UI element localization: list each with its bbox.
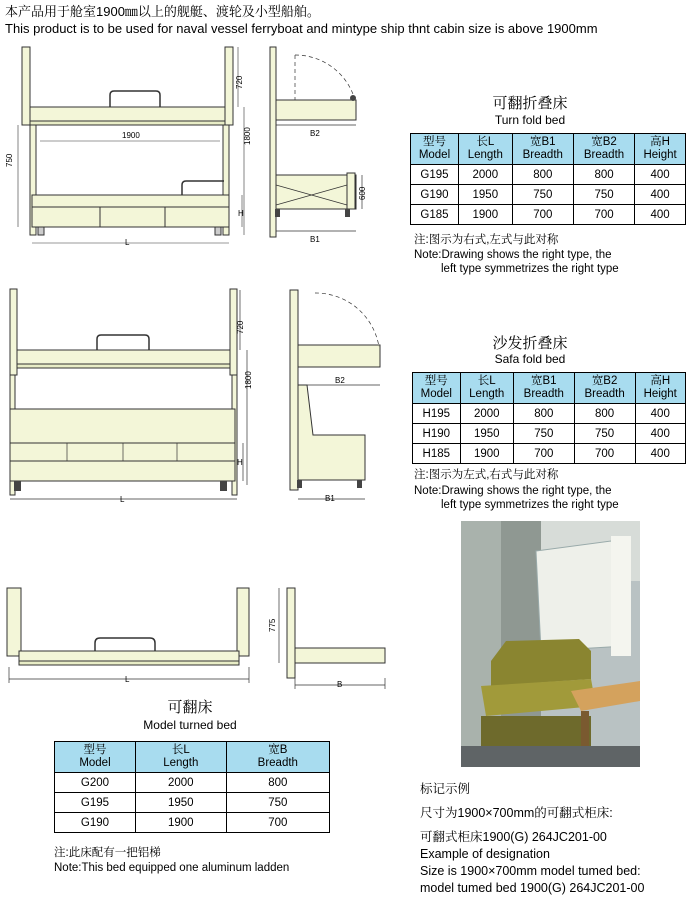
dim-775: 775 bbox=[268, 618, 277, 632]
column-header bbox=[226, 742, 329, 773]
column-header bbox=[413, 373, 461, 404]
table-header bbox=[55, 742, 330, 773]
table-cell: G200 bbox=[55, 773, 136, 793]
column-header-cn: 宽B1 bbox=[531, 375, 557, 387]
column-header bbox=[512, 134, 573, 165]
column-header-cn: 高H bbox=[650, 136, 670, 148]
dim-720-b: 720 bbox=[236, 320, 245, 334]
table-cell: 800 bbox=[512, 165, 573, 185]
turn-fold-title-cn: 可翻折叠床 bbox=[492, 95, 568, 112]
example-line-6: model tumed bed 1900(G) 264JC201-00 bbox=[420, 881, 645, 895]
table-cell: 1900 bbox=[460, 444, 513, 464]
column-header bbox=[55, 742, 136, 773]
sofa-fold-front-drawing bbox=[5, 285, 260, 510]
table-cell: 800 bbox=[226, 773, 329, 793]
column-header-cn: 型号 bbox=[422, 136, 446, 148]
table-cell: 400 bbox=[635, 404, 686, 424]
table-cell: 750 bbox=[574, 424, 635, 444]
column-header bbox=[574, 373, 635, 404]
sofa-fold-title-en: Safa fold bed bbox=[494, 352, 566, 366]
dim-l: L bbox=[125, 238, 130, 247]
column-header bbox=[135, 742, 226, 773]
table-cell: 400 bbox=[635, 165, 686, 185]
table-cell: 700 bbox=[513, 444, 574, 464]
column-header-en: Breadth bbox=[257, 757, 298, 769]
column-header-en: Height bbox=[643, 149, 677, 161]
column-header bbox=[460, 373, 513, 404]
table-cell: G190 bbox=[411, 185, 459, 205]
turn-fold-note-cn: 注:图示为右式,左式与此对称 bbox=[414, 234, 559, 246]
cabin-photo bbox=[461, 521, 640, 767]
sofa-fold-note-en-2: left type symmetrizes the right type bbox=[441, 499, 619, 511]
example-line-1: 标记示例 bbox=[420, 782, 471, 796]
table-cell: G185 bbox=[411, 205, 459, 225]
table-row bbox=[413, 444, 686, 464]
column-header-en: Breadth bbox=[583, 149, 625, 161]
column-header-cn: 宽B bbox=[268, 744, 288, 756]
turn-fold-title-en: Turn fold bed bbox=[494, 113, 566, 127]
column-header bbox=[573, 134, 634, 165]
table-cell: G195 bbox=[411, 165, 459, 185]
table-cell: 700 bbox=[574, 444, 635, 464]
column-header-cn: 长L bbox=[477, 375, 496, 387]
example-line-5: Size is 1900×700mm model tumed bed: bbox=[420, 864, 641, 878]
table-row bbox=[413, 404, 686, 424]
column-header-en: Breadth bbox=[522, 149, 563, 161]
table-cell: H195 bbox=[413, 404, 461, 424]
table-cell: 750 bbox=[512, 185, 573, 205]
sofa-fold-side-drawing bbox=[285, 285, 390, 510]
sofa-fold-note-cn: 注:图示为左式,右式与此对称 bbox=[414, 469, 559, 481]
table-row bbox=[413, 424, 686, 444]
table-cell: 700 bbox=[512, 205, 573, 225]
dim-l-c: L bbox=[125, 675, 130, 684]
column-header-cn: 宽B2 bbox=[591, 136, 617, 148]
turned-title-cn: 可翻床 bbox=[167, 699, 213, 716]
column-header-en: Model bbox=[79, 757, 111, 769]
dim-1800-b: 1800 bbox=[244, 371, 253, 389]
table-cell: 700 bbox=[573, 205, 634, 225]
column-header bbox=[458, 134, 512, 165]
turn-fold-front-drawing bbox=[5, 45, 260, 250]
table-row bbox=[411, 205, 686, 225]
dim-b2-b: B2 bbox=[335, 376, 345, 385]
column-header-cn: 宽B1 bbox=[529, 136, 556, 148]
dim-600: 600 bbox=[358, 186, 367, 200]
column-header bbox=[411, 134, 459, 165]
dim-b1: B1 bbox=[310, 235, 320, 244]
table-cell: G195 bbox=[55, 793, 136, 813]
dim-l-b: L bbox=[120, 495, 125, 504]
column-header-en: Model bbox=[420, 388, 452, 400]
column-header bbox=[513, 373, 574, 404]
table-cell: 2000 bbox=[460, 404, 513, 424]
table-cell: 1950 bbox=[458, 185, 512, 205]
table-cell: 750 bbox=[513, 424, 574, 444]
column-header-en: Breadth bbox=[584, 388, 625, 400]
table-cell: H185 bbox=[413, 444, 461, 464]
turned-title-en: Model turned bed bbox=[143, 718, 237, 732]
example-line-2: 尺寸为1900×700mm的可翻式柜床: bbox=[420, 806, 613, 820]
dim-1800: 1800 bbox=[243, 127, 252, 145]
table-cell: 800 bbox=[573, 165, 634, 185]
column-header-en: Length bbox=[469, 388, 505, 400]
turned-table bbox=[54, 741, 330, 833]
table-cell: 400 bbox=[635, 185, 686, 205]
table-cell: 700 bbox=[226, 813, 329, 833]
table-row bbox=[55, 773, 330, 793]
table-header bbox=[413, 373, 686, 404]
dim-750: 750 bbox=[5, 153, 14, 167]
table-cell: 1950 bbox=[135, 793, 226, 813]
table-cell: 1900 bbox=[135, 813, 226, 833]
example-line-4: Example of designation bbox=[420, 847, 550, 861]
turn-fold-side-drawing bbox=[265, 45, 375, 245]
dim-b-c: B bbox=[337, 680, 343, 689]
sofa-fold-table bbox=[412, 372, 686, 464]
dim-720: 720 bbox=[235, 75, 244, 89]
column-header-cn: 长L bbox=[476, 136, 495, 148]
dim-h-b: H bbox=[237, 458, 243, 467]
dim-b1-b: B1 bbox=[325, 494, 335, 503]
column-header-en: Breadth bbox=[523, 388, 564, 400]
column-header-cn: 宽B2 bbox=[591, 375, 618, 387]
turned-bed-side-drawing bbox=[265, 583, 395, 693]
table-cell: 400 bbox=[635, 424, 686, 444]
intro-en: This product is to be used for naval vessel ferryboat and mintype ship thnt cabin size is above 1900mm bbox=[5, 21, 598, 36]
table-cell: 2000 bbox=[135, 773, 226, 793]
dim-h: H bbox=[238, 209, 244, 218]
dim-1900: 1900 bbox=[122, 131, 140, 140]
table-cell: 800 bbox=[513, 404, 574, 424]
column-header-cn: 型号 bbox=[424, 375, 448, 387]
turn-fold-note-en-1: Note:Drawing shows the right type, the bbox=[414, 249, 612, 261]
column-header-cn: 高H bbox=[650, 375, 671, 387]
table-cell: 1900 bbox=[458, 205, 512, 225]
intro-cn: 本产品用于舱室1900㎜以上的舰艇、渡轮及小型船舶。 bbox=[5, 4, 320, 19]
column-header bbox=[635, 373, 686, 404]
column-header-en: Model bbox=[418, 149, 451, 161]
column-header-cn: 长L bbox=[171, 744, 190, 756]
table-cell: G190 bbox=[55, 813, 136, 833]
turned-bed-front-drawing bbox=[5, 583, 255, 688]
sofa-fold-note-en-1: Note:Drawing shows the right type, the bbox=[414, 485, 612, 497]
table-cell: 800 bbox=[574, 404, 635, 424]
table-cell: H190 bbox=[413, 424, 461, 444]
turned-note-en: Note:This bed equipped one aluminum ladden bbox=[54, 862, 290, 874]
table-cell: 400 bbox=[635, 205, 686, 225]
column-header-en: Height bbox=[643, 388, 677, 400]
column-header-en: Length bbox=[163, 757, 199, 769]
turn-fold-table bbox=[410, 133, 686, 225]
column-header bbox=[635, 134, 686, 165]
table-header bbox=[411, 134, 686, 165]
table-row bbox=[55, 813, 330, 833]
table-row bbox=[55, 793, 330, 813]
column-header-en: Length bbox=[467, 149, 503, 161]
turn-fold-note-en-2: left type symmetrizes the right type bbox=[441, 263, 619, 275]
dim-b2: B2 bbox=[310, 129, 320, 138]
example-line-3: 可翻式柜床1900(G) 264JC201-00 bbox=[420, 830, 607, 844]
table-row bbox=[411, 185, 686, 205]
table-row bbox=[411, 165, 686, 185]
column-header-cn: 型号 bbox=[83, 744, 107, 756]
table-cell: 750 bbox=[226, 793, 329, 813]
table-cell: 1950 bbox=[460, 424, 513, 444]
table-cell: 400 bbox=[635, 444, 686, 464]
turned-note-cn: 注:此床配有一把铝梯 bbox=[54, 847, 161, 859]
table-cell: 2000 bbox=[458, 165, 512, 185]
sofa-fold-title-cn: 沙发折叠床 bbox=[492, 335, 568, 352]
table-cell: 750 bbox=[573, 185, 634, 205]
